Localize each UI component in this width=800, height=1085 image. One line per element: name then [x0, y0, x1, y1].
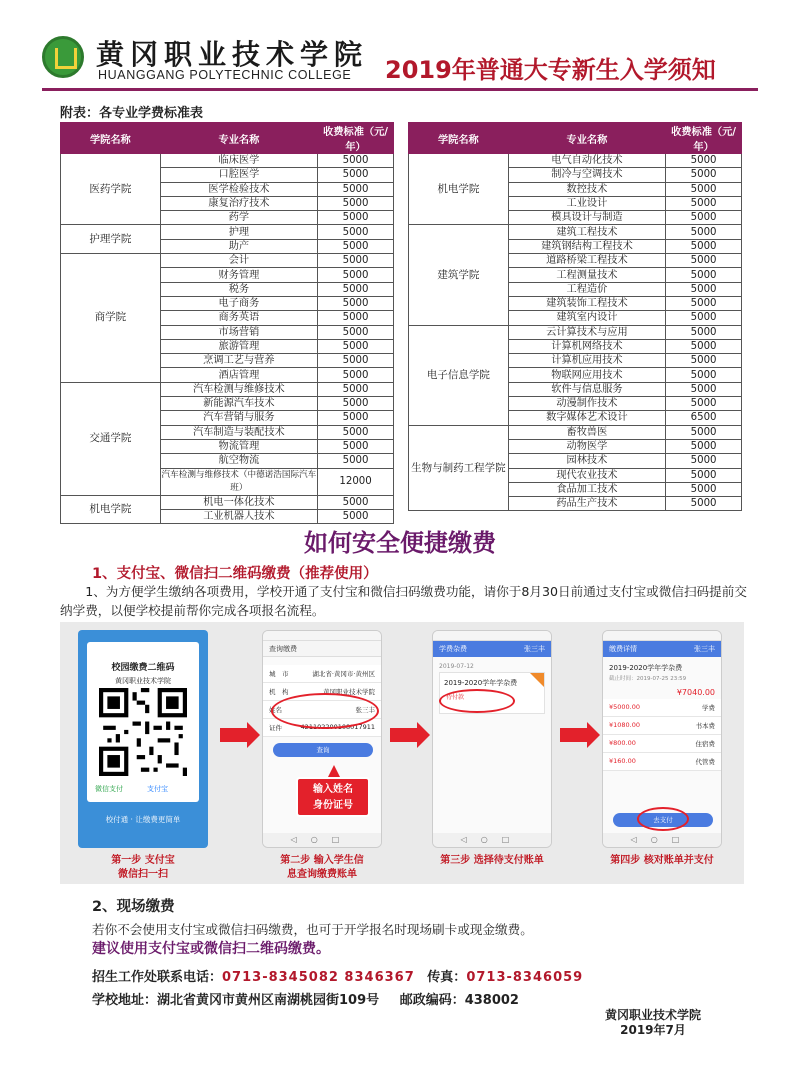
query-button[interactable]: 查询	[273, 743, 373, 757]
cell-major: 道路桥梁工程技术	[508, 254, 665, 268]
cell-fee: 5000	[666, 439, 742, 453]
cell-college: 生物与制药工程学院	[409, 425, 509, 511]
cell-major: 临床医学	[160, 154, 317, 168]
cell-major: 税务	[160, 282, 317, 296]
cell-major: 航空物流	[160, 454, 317, 468]
bill-name: 2019-2020学年学杂费	[444, 679, 518, 687]
cell-major: 模具设计与制造	[508, 211, 665, 225]
step-arrow-icon	[220, 728, 248, 742]
app-bar-title: 学费杂费 张三丰	[433, 641, 551, 657]
bill-name: 2019-2020学年学杂费	[609, 664, 683, 672]
cell-fee: 5000	[666, 211, 742, 225]
fee-item[interactable]: ¥5000.00 学费	[603, 699, 721, 717]
section2-advice: 建议使用支付宝或微信扫二维码缴费。	[92, 941, 330, 957]
query-row-name[interactable]: 姓名 张三丰	[263, 701, 381, 719]
step-caption-1: 第一步 支付宝 微信扫一扫	[111, 855, 175, 880]
status-bar	[603, 631, 721, 641]
signature-block	[598, 1008, 708, 1038]
cell-fee: 5000	[666, 339, 742, 353]
cell-fee: 5000	[318, 354, 394, 368]
phone-screen-pay	[602, 630, 722, 848]
cell-major: 电子商务	[160, 296, 317, 310]
cell-fee: 5000	[666, 397, 742, 411]
status-bar	[433, 631, 551, 641]
cell-fee: 5000	[318, 311, 394, 325]
cell-major: 汽车制造与装配技术	[160, 425, 317, 439]
cell-fee: 5000	[666, 454, 742, 468]
step-caption-3: 第三步 选择待支付账单	[440, 855, 544, 866]
query-row-org[interactable]: 机 构 黄冈职业技术学院	[263, 683, 381, 701]
fee-item[interactable]: ¥1080.00 书本费	[603, 717, 721, 735]
bill-date: 2019-07-12	[439, 663, 474, 670]
cell-college: 护理学院	[61, 225, 161, 254]
cell-fee: 5000	[666, 254, 742, 268]
cell-major: 旅游管理	[160, 339, 317, 353]
cell-major: 计算机网络技术	[508, 339, 665, 353]
highlight-oval	[637, 807, 689, 831]
contact-fax: 0713-8346059	[466, 970, 584, 985]
highlight-oval	[271, 693, 379, 729]
fee-table-title: 附表：各专业学费标准表	[60, 106, 204, 121]
cell-fee: 5000	[666, 354, 742, 368]
qr-code-image[interactable]	[99, 688, 187, 776]
cell-fee: 5000	[318, 239, 394, 253]
step-arrow-icon	[560, 728, 588, 742]
cell-fee: 5000	[666, 296, 742, 310]
school-logo-icon	[42, 36, 84, 78]
cell-major: 动漫制作技术	[508, 397, 665, 411]
cell-major: 制冷与空调技术	[508, 168, 665, 182]
cell-major: 酒店管理	[160, 368, 317, 382]
section1-body: 1、为方便学生缴纳各项费用，学校开通了支付宝和微信扫码缴费功能，请你于8月30日前通过支付宝或微信扫码提前交纳学费，以便学校提前帮你完成各项报名流程。	[60, 584, 747, 618]
column-header-college: 学院名称	[409, 123, 509, 154]
table-row	[61, 495, 394, 509]
cell-fee: 5000	[666, 239, 742, 253]
table-row	[61, 154, 394, 168]
cell-major: 数字媒体艺术设计	[508, 411, 665, 425]
cell-fee: 5000	[666, 268, 742, 282]
school-name-cn: 黄冈职业技术学院	[96, 38, 369, 71]
contact-address-line: 学校地址：湖北省黄冈市黄州区南湖桃园街109号 邮政编码：438002	[92, 993, 519, 1008]
cell-college: 机电学院	[61, 495, 161, 524]
query-row-id[interactable]: 证件 421102200108017911	[263, 719, 381, 737]
fee-table-right	[408, 122, 742, 511]
column-header-fee: 收费标准（元/年）	[318, 123, 394, 154]
cell-major: 工程测量技术	[508, 268, 665, 282]
cell-college: 建筑学院	[409, 225, 509, 325]
app-bar-title: 缴费详情 张三丰	[603, 641, 721, 657]
cell-major: 商务英语	[160, 311, 317, 325]
cell-college: 商学院	[61, 254, 161, 383]
cell-major: 汽车营销与服务	[160, 411, 317, 425]
cell-fee: 5000	[666, 368, 742, 382]
contact-postcode: 438002	[464, 993, 519, 1008]
step-caption-2: 第二步 输入学生信 息查询缴费账单	[280, 855, 364, 880]
cell-fee: 5000	[318, 182, 394, 196]
cell-major: 动物医学	[508, 439, 665, 453]
cell-fee: 5000	[318, 509, 394, 523]
cell-fee: 5000	[666, 282, 742, 296]
cell-major: 康复治疗技术	[160, 196, 317, 210]
cell-fee: 5000	[666, 482, 742, 496]
contact-phone: 0713-8345082 8346367	[222, 970, 415, 985]
cell-fee: 5000	[318, 454, 394, 468]
cell-major: 工业机器人技术	[160, 509, 317, 523]
app-bar-title: 查询缴费	[263, 641, 381, 657]
document-title: 2019年普通大专新生入学须知	[385, 56, 716, 84]
cell-fee: 5000	[318, 211, 394, 225]
signature-name: 黄冈职业技术学院	[604, 1008, 701, 1022]
query-row-city[interactable]: 城 市 湖北省·黄冈市·黄州区	[263, 665, 381, 683]
cell-fee: 5000	[666, 168, 742, 182]
cell-major: 助产	[160, 239, 317, 253]
pay-button[interactable]: 去支付	[613, 813, 713, 827]
phone-screen-bills	[432, 630, 552, 848]
cell-fee: 5000	[318, 154, 394, 168]
phone-screen-query	[262, 630, 382, 848]
column-header-college: 学院名称	[61, 123, 161, 154]
contact-phone-line: 招生工作处联系电话：0713-8345082 8346367 传真：0713-8346059	[92, 970, 584, 985]
cell-major: 软件与信息服务	[508, 382, 665, 396]
cell-fee: 5000	[318, 397, 394, 411]
fee-item[interactable]: ¥800.00 住宿费	[603, 735, 721, 753]
cell-major: 护理	[160, 225, 317, 239]
cell-major: 财务管理	[160, 268, 317, 282]
qr-card-footer: 校付通 · 让缴费更简单	[105, 815, 181, 824]
column-header-major: 专业名称	[508, 123, 665, 154]
cell-major: 会计	[160, 254, 317, 268]
cell-fee: 5000	[666, 225, 742, 239]
cell-major: 工程造价	[508, 282, 665, 296]
cell-major: 汽车检测与维修技术	[160, 382, 317, 396]
cell-major: 机电一体化技术	[160, 495, 317, 509]
page-header	[0, 0, 800, 92]
cell-fee: 5000	[318, 268, 394, 282]
cell-fee: 5000	[318, 254, 394, 268]
cell-fee: 5000	[318, 411, 394, 425]
cell-major: 医学检验技术	[160, 182, 317, 196]
qr-code-card	[78, 630, 208, 848]
cell-fee: 5000	[318, 225, 394, 239]
fee-item[interactable]: ¥160.00 代管费	[603, 753, 721, 771]
cell-major: 现代农业技术	[508, 468, 665, 482]
payment-steps-panel	[60, 622, 744, 884]
cell-major: 数控技术	[508, 182, 665, 196]
cell-college: 电子信息学院	[409, 325, 509, 425]
wechat-pay-label: 微信支付	[95, 785, 123, 793]
header-divider	[42, 88, 758, 91]
cell-fee: 5000	[666, 497, 742, 511]
cell-fee: 5000	[318, 368, 394, 382]
cell-fee: 5000	[666, 311, 742, 325]
status-bar	[263, 631, 381, 641]
highlight-oval	[439, 689, 515, 713]
column-header-fee: 收费标准（元/年）	[666, 123, 742, 154]
contact-address: 湖北省黄冈市黄州区南湖桃园街109号	[157, 993, 380, 1008]
qr-card-inner	[87, 642, 199, 802]
cell-college: 交通学院	[61, 382, 161, 495]
cell-major: 计算机应用技术	[508, 354, 665, 368]
cell-fee: 5000	[318, 439, 394, 453]
cell-fee: 5000	[318, 382, 394, 396]
table-row	[409, 325, 742, 339]
cell-major: 烹调工艺与营养	[160, 354, 317, 368]
section2-title: 2、现场缴费	[92, 899, 175, 915]
cell-major: 药学	[160, 211, 317, 225]
input-hint-callout: 输入姓名 身份证号	[296, 777, 370, 817]
cell-fee: 5000	[318, 339, 394, 353]
cell-major: 新能源汽车技术	[160, 397, 317, 411]
cell-major: 药品生产技术	[508, 497, 665, 511]
cell-fee: 6500	[666, 411, 742, 425]
step-caption-4: 第四步 核对账单并支付	[610, 855, 714, 866]
bill-deadline: 截止时间：2019-07-25 23:59	[609, 676, 687, 682]
table-row	[61, 382, 394, 396]
cell-fee: 5000	[318, 495, 394, 509]
table-row	[61, 254, 394, 268]
cell-fee: 5000	[666, 468, 742, 482]
cell-major: 建筑室内设计	[508, 311, 665, 325]
qr-card-heading: 校园缴费二维码	[111, 663, 175, 673]
cell-fee: 5000	[318, 168, 394, 182]
cell-fee: 12000	[318, 468, 394, 495]
cell-major: 汽车检测与维修技术（中德诺浩国际汽车班）	[160, 468, 317, 495]
cell-major: 市场营销	[160, 325, 317, 339]
cell-major: 建筑装饰工程技术	[508, 296, 665, 310]
section1-title: 1、支付宝、微信扫二维码缴费（推荐使用）	[92, 566, 378, 582]
bill-status: 待付款	[446, 694, 465, 701]
step-arrow-icon	[390, 728, 418, 742]
cell-major: 畜牧兽医	[508, 425, 665, 439]
cell-major: 物流管理	[160, 439, 317, 453]
table-row	[409, 425, 742, 439]
section2-body: 若你不会使用支付宝或微信扫码缴费，也可于开学报名时现场刷卡或现金缴费。	[92, 922, 533, 937]
bill-total: ¥7040.00	[676, 688, 715, 697]
cell-fee: 5000	[666, 425, 742, 439]
table-row	[61, 225, 394, 239]
cell-fee: 5000	[666, 325, 742, 339]
cell-fee: 5000	[318, 425, 394, 439]
android-nav-bar: ◁○□	[433, 833, 551, 847]
table-row	[409, 225, 742, 239]
cell-fee: 5000	[318, 196, 394, 210]
cell-fee: 5000	[666, 154, 742, 168]
cell-major: 食品加工技术	[508, 482, 665, 496]
school-name-en: HUANGGANG POLYTECHNIC COLLEGE	[98, 68, 352, 82]
cell-college: 机电学院	[409, 154, 509, 225]
corner-ribbon	[530, 673, 544, 687]
cell-major: 建筑钢结构工程技术	[508, 239, 665, 253]
cell-fee: 5000	[318, 296, 394, 310]
cell-major: 物联网应用技术	[508, 368, 665, 382]
cell-major: 建筑工程技术	[508, 225, 665, 239]
cell-fee: 5000	[666, 196, 742, 210]
alipay-label: 支付宝	[147, 785, 168, 793]
table-row	[409, 154, 742, 168]
cell-fee: 5000	[666, 382, 742, 396]
signature-date: 2019年7月	[620, 1023, 686, 1037]
cell-major: 口腔医学	[160, 168, 317, 182]
cell-major: 工业设计	[508, 196, 665, 210]
cell-fee: 5000	[318, 325, 394, 339]
payment-section-title: 如何安全便捷缴费	[304, 529, 496, 557]
cell-major: 园林技术	[508, 454, 665, 468]
column-header-major: 专业名称	[160, 123, 317, 154]
fee-table-left	[60, 122, 394, 524]
cell-fee: 5000	[666, 182, 742, 196]
android-nav-bar: ◁○□	[603, 833, 721, 847]
cell-major: 电气自动化技术	[508, 154, 665, 168]
cell-major: 云计算技术与应用	[508, 325, 665, 339]
android-nav-bar: ◁○□	[263, 833, 381, 847]
cell-college: 医药学院	[61, 154, 161, 225]
qr-card-school: 黄冈职业技术学院	[115, 677, 171, 685]
cell-fee: 5000	[318, 282, 394, 296]
